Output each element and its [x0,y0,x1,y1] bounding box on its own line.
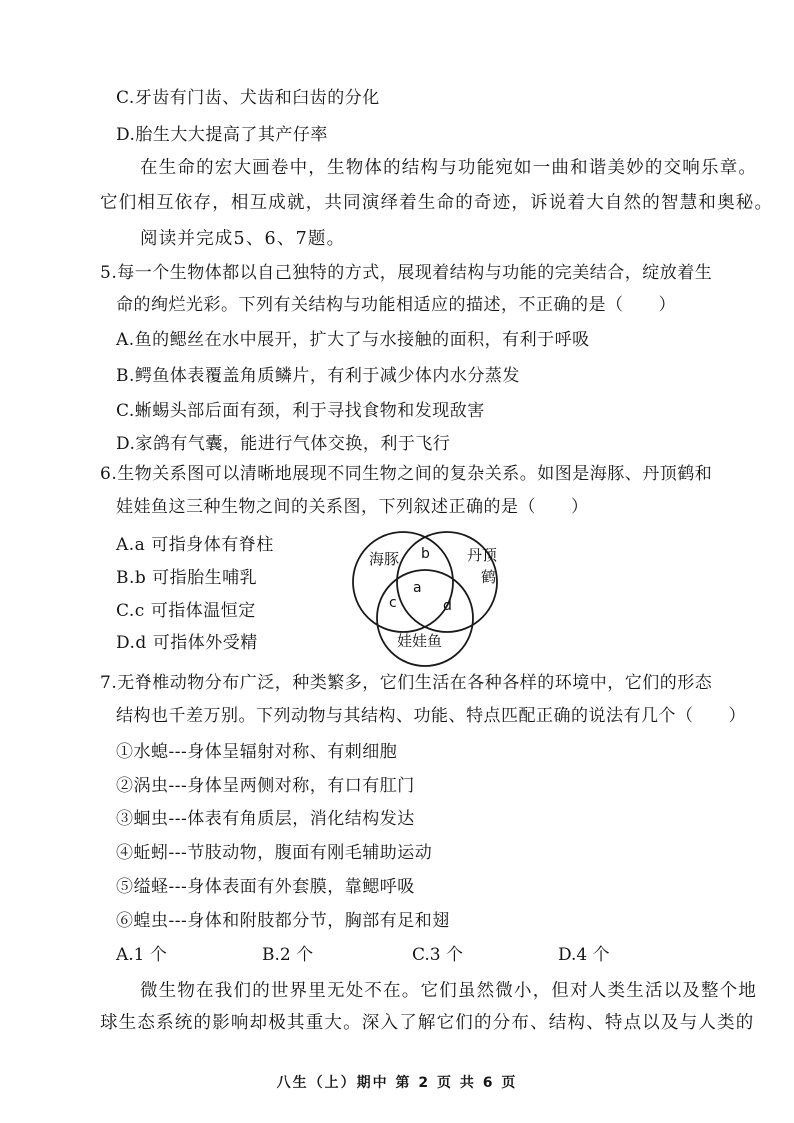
q7-item-1: ①水螅---身体呈辐射对称、有刺细胞 [116,742,398,762]
venn-label-crane-line1: 丹顶 [467,546,498,564]
passage1-line2: 它们相互依存，相互成就，共同演绎着生命的奇迹，诉说着大自然的智慧和奥秘。 [100,193,774,213]
q7-option-b: B.2 个 [262,945,314,965]
passage2-line2: 球生态系统的影响却极其重大。深入了解它们的分布、结构、特点以及与人类的 [100,1013,755,1033]
q7-stem-line2: 结构也千差万别。下列动物与其结构、功能、特点匹配正确的说法有几个（ ） [116,706,746,726]
q4-option-c: C.牙齿有门齿、犬齿和臼齿的分化 [116,88,380,108]
q5-option-a: A.鱼的鳃丝在水中展开，扩大了与水接触的面积，有利于呼吸 [116,330,590,350]
q7-item-5: ⑤缢蛏---身体表面有外套膜，靠鳃呼吸 [116,877,415,897]
venn-region-c: c [389,595,397,611]
venn-region-d: d [443,598,452,614]
q7-item-2: ②涡虫---身体呈两侧对称，有口有肛门 [116,776,415,796]
passage2-line1: 微生物在我们的世界里无处不在。它们虽然微小，但对人类生活以及整个地 [140,981,758,1001]
q7-item-4: ④蚯蚓---节肢动物，腹面有刚毛辅助运动 [116,843,433,863]
venn-label-dolphin: 海豚 [369,550,400,568]
passage1-line3: 阅读并完成5、6、7题。 [140,229,346,249]
venn-diagram [345,528,525,668]
q6-option-b: B.b 可指胎生哺乳 [116,568,258,588]
q5-stem-line1: 5.每一个生物体都以自己独特的方式，展现着结构与功能的完美结合，绽放着生 [100,263,713,283]
q6-option-a: A.a 可指身体有脊柱 [116,535,274,555]
venn-circle-dolphin [353,532,453,632]
q7-option-a: A.1 个 [116,945,167,965]
q6-option-d: D.d 可指体外受精 [116,633,258,653]
q7-option-d: D.4 个 [558,945,610,965]
q5-option-d: D.家鸽有气囊，能进行气体交换，利于飞行 [116,434,451,454]
q7-item-3: ③蛔虫---体表有角质层，消化结构发达 [116,809,415,829]
q6-stem-line2: 娃娃鱼这三种生物之间的关系图，下列叙述正确的是（ ） [116,497,589,517]
venn-region-b: b [421,546,430,562]
q7-item-6: ⑥蝗虫---身体和附肢都分节，胸部有足和翅 [116,911,450,931]
q6-option-c: C.c 可指体温恒定 [116,601,256,621]
page-footer: 八生（上）期中 第 2 页 共 6 页 [276,1075,518,1091]
venn-circle-salamander [377,570,473,666]
passage1-line1: 在生命的宏大画卷中，生物体的结构与功能宛如一曲和谐美妙的交响乐章。 [140,158,758,178]
q6-stem-line1: 6.生物关系图可以清晰地展现不同生物之间的复杂关系。如图是海豚、丹顶鹤和 [100,464,713,484]
q5-stem-line2: 命的绚烂光彩。下列有关结构与功能相适应的描述，不正确的是（ ） [116,295,676,315]
venn-label-salamander: 娃娃鱼 [397,632,443,650]
q4-option-d: D.胎生大大提高了其产仔率 [116,125,328,145]
q5-option-c: C.蜥蜴头部后面有颈，利于寻找食物和发现敌害 [116,401,485,421]
q5-option-b: B.鳄鱼体表覆盖角质鳞片，有利于减少体内水分蒸发 [116,366,520,386]
venn-label-crane-line2: 鹤 [481,568,497,586]
venn-region-a: a [413,580,422,596]
q7-stem-line1: 7.无脊椎动物分布广泛，种类繁多，它们生活在各种各样的环境中，它们的形态 [100,673,713,693]
q7-option-c: C.3 个 [412,945,464,965]
